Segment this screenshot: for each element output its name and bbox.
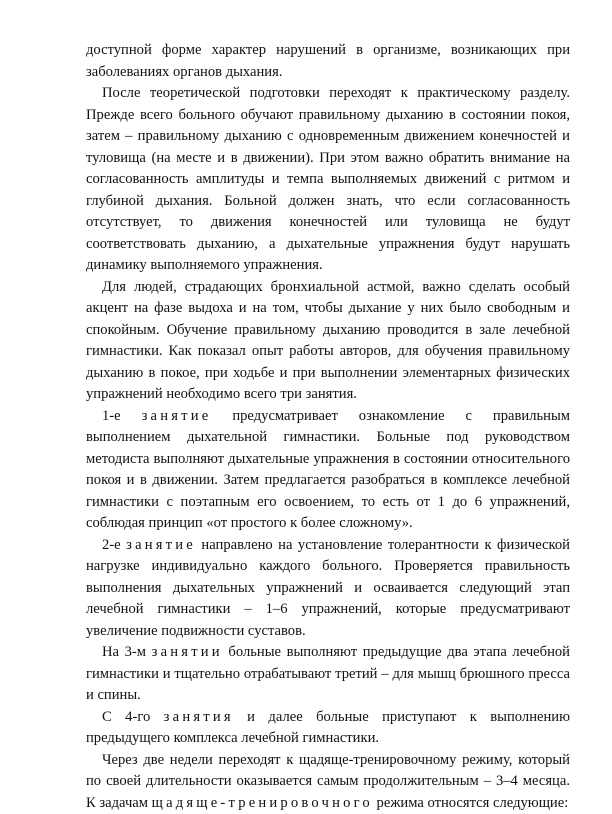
- paragraph: [86, 642, 570, 707]
- text-run: На 3-м: [102, 644, 152, 660]
- text-run: После теоретической подготовки переходят к практическому разделу. Прежде всего больного обучают правильному дыханию в состоянии покоя, затем – правильному дыханию с одновременным движением конечностей и туловища (на месте и в движении). При этом важно обратить внимание на согласованность амплитуды и темпа выполняемых движений с ритмом и глубиной дыхания. Больной должен знать, что если согласованность отсутствует, то движения конечностей или туловища не будут соответствовать дыханию, а дыхательные упражнения будут нарушать динамику выполняемого упражнения.: [86, 85, 570, 273]
- text-run: 2-е: [102, 537, 126, 553]
- text-run: Для людей, страдающих бронхиальной астмой, важно сделать особый акцент на фазе выдоха и на том, чтобы дыхание у них было свободным и спокойным. Обучение правильному дыханию проводится в зале лечебной гимнастики. Как показал опыт работы авторов, для обучения правильному дыханию в покое, при ходьбе и при выполнении элементарных физических упражнений необходимо всего три занятия.: [86, 279, 570, 403]
- text-run: больные выполняют предыдущие два этапа лечебной гимнастики и тщательно отрабатывают третий – для мышц брюшного пресса и спины.: [86, 644, 570, 703]
- text-run: доступной форме характер нарушений в организме, возникающих при заболеваниях органов дыхания.: [86, 42, 570, 80]
- text-run: С 4-го: [102, 709, 164, 725]
- text-run: Через две недели переходят к щадяще-тренировочному режиму, который по своей длительности оказывается самым продолжительным – 3–4 месяца. К задачам: [86, 752, 570, 811]
- text-run: и далее больные приступают к выполнению предыдущего комплекса лечебной гимнастики.: [86, 709, 570, 747]
- paragraph: [86, 750, 570, 814]
- spaced-term: занятия: [164, 709, 234, 725]
- spaced-term: занятие: [142, 408, 212, 424]
- document-page: [86, 40, 570, 814]
- paragraph: [86, 535, 570, 643]
- spaced-term: занятие: [126, 537, 196, 553]
- text-run: режима относятся следующие:: [373, 795, 568, 811]
- text-run: предусматривает ознакомление с правильным выполнением дыхательной гимнастики. Больные под руководством методиста выполняют дыхательные упражнения в состоянии относительного покоя и в движении. Затем предлагается разобраться в комплексе лечебной гимнастики с поэтапным его освоением, то есть от 1 до 6 упражнений, соблюдая принцип «от простого к более сложному».: [86, 408, 570, 532]
- paragraph: [86, 406, 570, 535]
- paragraph: [86, 277, 570, 406]
- paragraph: [86, 83, 570, 277]
- paragraph: [86, 707, 570, 750]
- spaced-term: занятии: [152, 644, 223, 660]
- spaced-term: щадяще-тренировочного: [152, 795, 373, 811]
- paragraph: [86, 40, 570, 83]
- text-run: 1-е: [102, 408, 142, 424]
- text-run: направлено на установление толерантности к физической нагрузке индивидуально каждого больного. Проверяется правильность выполнения дыхательных упражнений и осваивается следующий этап лечебной гимнастики – 1–6 упражнений, которые предусматривают увеличение подвижности суставов.: [86, 537, 570, 639]
